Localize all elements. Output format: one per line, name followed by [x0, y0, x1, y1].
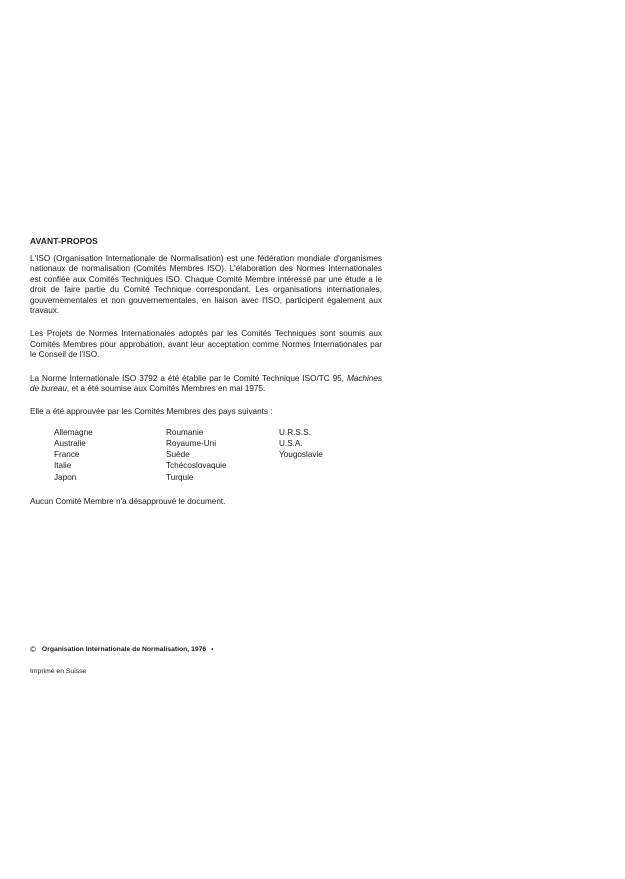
- foreword-heading: AVANT-PROPOS: [30, 236, 98, 246]
- country-item: France: [54, 450, 80, 460]
- country-column-3: [279, 427, 379, 483]
- country-column-1: [54, 427, 166, 483]
- copyright-icon: ©: [30, 645, 36, 654]
- country-item: Turquie: [166, 472, 194, 482]
- paragraph-standard-origin: [30, 374, 382, 395]
- country-item: Yougoslavie: [279, 450, 323, 460]
- country-item: Suède: [166, 450, 190, 460]
- country-item: Italie: [54, 461, 72, 471]
- paragraph-standard-origin-part-1: La Norme Internationale ISO 3792 a été établie par le Comité Technique ISO/TC 95,: [30, 373, 347, 383]
- country-item: Royaume-Uni: [166, 439, 217, 449]
- page-footer: [30, 645, 430, 675]
- country-item: U.S.A.: [279, 439, 303, 449]
- committee-title: Machines de bureau: [30, 373, 382, 394]
- paragraph-iso-description: L'ISO (Organisation Internationale de Normalisation) est une fédération mondiale d'organismes nationaux de normalisation (Comités Membres ISO). L'élaboration des Normes Internationales est confiée aux Comités Techniques ISO. Chaque Comité Membre intéressé par une étude a le droit de faire partie du Comité Technique correspondant. Les organisations internationales, gouvernementales et non gouvernementales, en liaison avec l'ISO, participent également aux travaux.: [30, 254, 382, 316]
- bullet-icon: •: [211, 646, 214, 653]
- paragraph-draft-standards: Les Projets de Normes Internationales adoptés par les Comités Techniques sont soumis aux Comités Membres pour approbation, avant leur acceptation comme Normes Internationales par le Conseil de l'ISO.: [30, 329, 382, 360]
- country-item: Tchécoslovaquie: [166, 461, 227, 471]
- country-item: Japon: [54, 472, 77, 482]
- country-item: Allemagne: [54, 427, 93, 437]
- country-list: [54, 427, 382, 483]
- copyright-line: [30, 645, 430, 654]
- printed-in-note: Imprimé en Suisse: [30, 668, 87, 675]
- paragraph-standard-origin-part-2: , et a été soumise aux Comités Membres en mai 1975.: [66, 384, 266, 394]
- country-item: Roumanie: [166, 427, 204, 437]
- copyright-text: Organisation Internationale de Normalisation, 1976: [41, 646, 207, 653]
- foreword-section: [30, 236, 382, 520]
- country-column-2: [166, 427, 279, 483]
- country-item: U.R.S.S.: [279, 427, 311, 437]
- country-item: Australie: [54, 439, 86, 449]
- approval-intro: Elle a été approuvée par les Comités Membres des pays suivants :: [30, 407, 273, 417]
- disapproval-note: Aucun Comité Membre n'a désapprouvé le document.: [30, 496, 226, 506]
